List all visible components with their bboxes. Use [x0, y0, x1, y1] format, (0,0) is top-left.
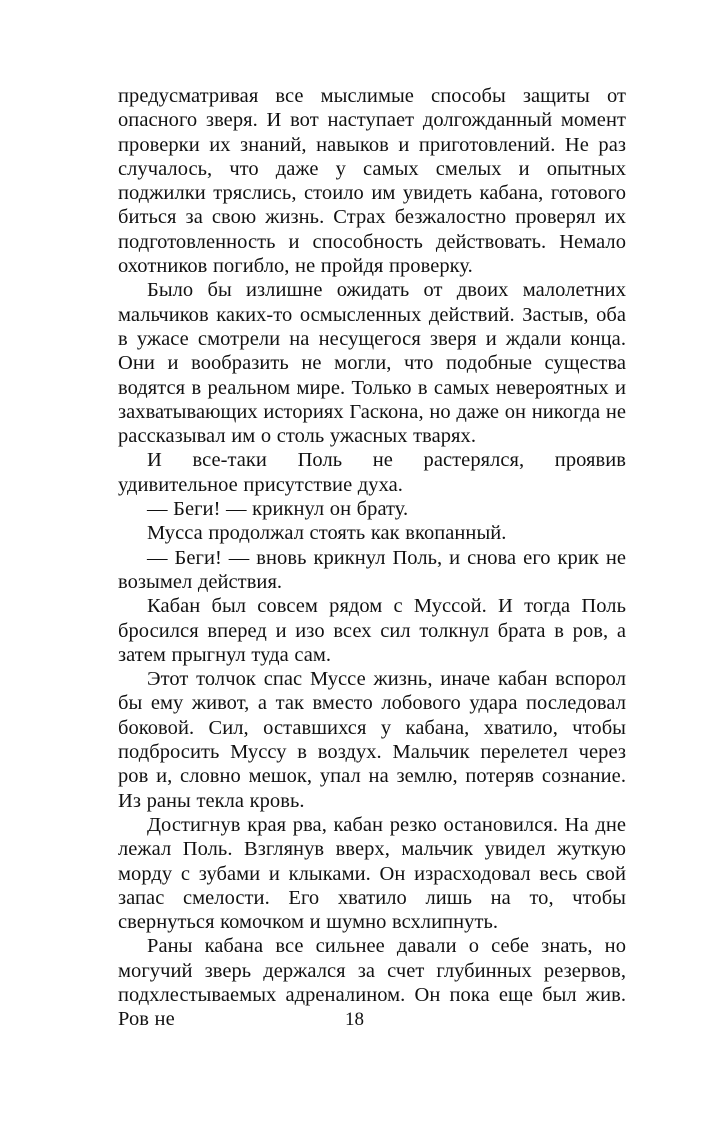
page-number: 18	[345, 1009, 364, 1030]
paragraph-continued: предусматривая все мыслимые способы защиты от опасного зверя. И вот наступает долгожданный момент проверки их знаний, навыков и приготовлений. Не раз случалось, что даже у самых смелых и опытных поджилки тряслись, стоило им увидеть кабана, готового биться за свою жизнь. Страх безжалостно проверял их подготовленность и способность действовать. Немало охотников погибло, не пройдя проверку.	[118, 85, 626, 278]
dialogue-line: — Беги! — вновь крикнул Поль, и снова его крик не возымел действия.	[118, 546, 626, 593]
paragraph: Кабан был совсем рядом с Муссой. И тогда Поль бросился вперед и изо всех сил толкнул брата в ров, а затем прыгнул туда сам.	[118, 595, 626, 666]
paragraph: Этот толчок спас Муссе жизнь, иначе кабан вспорол бы ему живот, а так вместо лобового удара последовал боковой. Сил, оставшихся у кабана, хватило, чтобы подбросить Муссу в воздух. Мальчик перелетел через ров и, словно мешок, упал на землю, потеряв сознание. Из раны текла кровь.	[118, 668, 626, 812]
paragraph: Мусса продолжал стоять как вкопанный.	[147, 522, 507, 545]
paragraph: Достигнув края рва, кабан резко остановился. На дне лежал Поль. Взглянув вверх, мальчик увидел жуткую морду с зубами и клыками. Он израсходовал весь свой запас смелости. Его хватило лишь на то, чтобы свернуться комочком и шумно всхлипнуть.	[118, 813, 626, 934]
body-text	[118, 84, 626, 1032]
paragraph-continues: Раны кабана все сильнее давали о себе знать, но могучий зверь держался за счет глубинных резервов, подхлестываемых адреналином. Он пока еще был жив. Ров не	[118, 935, 626, 1031]
paragraph: Было бы излишне ожидать от двоих малолетних мальчиков каких-то осмысленных действий. Застыв, оба в ужасе смотрели на несущегося зверя и ждали конца. Они и вообразить не могли, что подобные существа водятся в реальном мире. Только в самых невероятных и захватывающих историях Гаскона, но даже он никогда не рассказывал им о столь ужасных тварях.	[118, 279, 626, 448]
dialogue-line: — Беги! — крикнул он брату.	[147, 498, 409, 521]
paragraph: И все-таки Поль не растерялся, проявив удивительное присутствие духа.	[118, 449, 626, 496]
